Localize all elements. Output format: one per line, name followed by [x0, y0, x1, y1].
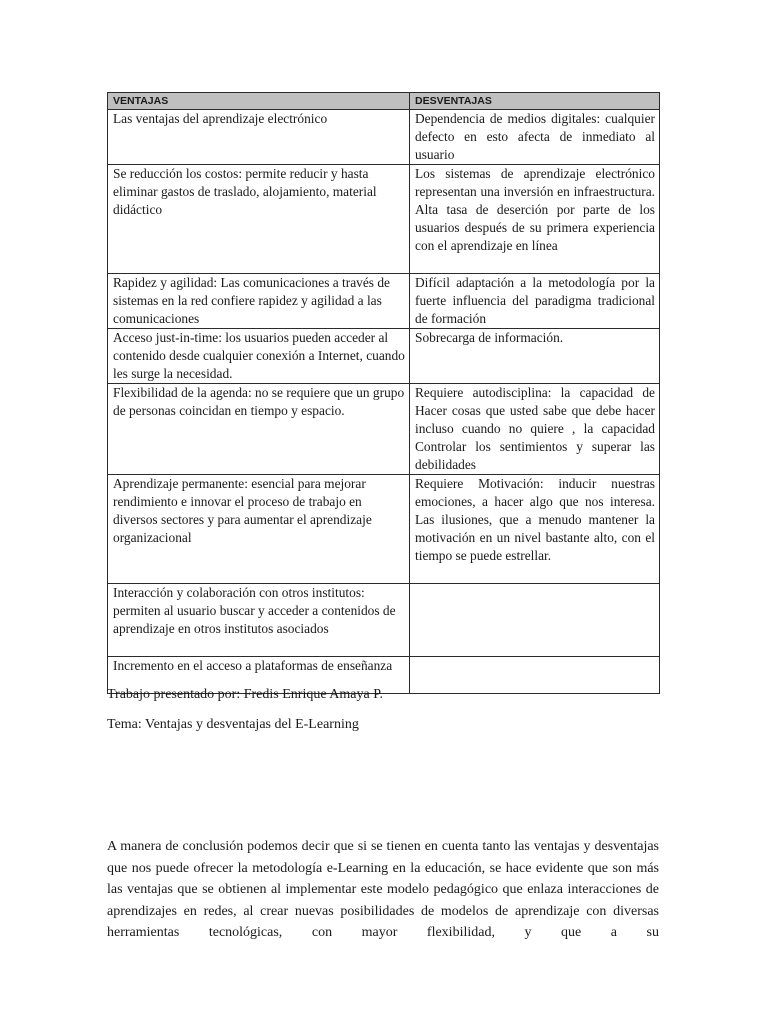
table-row: [108, 384, 660, 475]
ventaja-cell: Interacción y colaboración con otros institutos: permiten al usuario buscar y acceder a contenidos de aprendizaje en otros institutos asociados: [108, 584, 410, 657]
topic-line: Tema: Ventajas y desventajas del E-Learning: [107, 717, 359, 732]
table-row: [108, 165, 660, 274]
desventaja-cell: Dependencia de medios digitales: cualquier defecto en esto afecta de inmediato al usuario: [410, 110, 660, 165]
author-line: Trabajo presentado por: Fredis Enrique Amaya P.: [107, 687, 383, 702]
ventaja-cell: Se reducción los costos: permite reducir y hasta eliminar gastos de traslado, alojamiento, material didáctico: [108, 165, 410, 274]
desventaja-cell: Los sistemas de aprendizaje electrónico representan una inversión en infraestructura. Alta tasa de deserción por parte de los usuarios después de su primera experiencia con el aprendizaje en línea: [410, 165, 660, 274]
desventaja-cell: Requiere autodisciplina: la capacidad de Hacer cosas que usted sabe que debe hacer incluso cuando no quiere , la capacidad Controlar los sentimientos y superar las debilidades: [410, 384, 660, 475]
header-ventajas: VENTAJAS: [108, 93, 410, 110]
desventaja-cell: [410, 657, 660, 694]
ventaja-cell: Aprendizaje permanente: esencial para mejorar rendimiento e innovar el proceso de trabajo en diversos sectores y para aumentar el aprendizaje organizacional: [108, 475, 410, 584]
ventaja-cell: Acceso just-in-time: los usuarios pueden acceder al contenido desde cualquier conexión a Internet, cuando les surge la necesidad.: [108, 329, 410, 384]
desventaja-cell: [410, 584, 660, 657]
conclusion-paragraph: A manera de conclusión podemos decir que si se tienen en cuenta tanto las ventajas y desventajas que nos puede ofrecer la metodología e-Learning en la educación, se hace evidente que son más las ventajas que se obtienen al implementar este modelo pedagógico que enlaza interacciones de aprendizajes en redes, al crear nuevas posibilidades de modelos de aprendizaje con diversas herramientas tecnológicas, con mayor flexibilidad, y que a su: [107, 839, 659, 941]
advantages-table: [107, 92, 660, 694]
table-row: [108, 584, 660, 657]
ventaja-cell: Incremento en el acceso a plataformas de enseñanza: [108, 657, 410, 694]
ventaja-cell: Rapidez y agilidad: Las comunicaciones a través de sistemas en la red confiere rapidez y agilidad a las comunicaciones: [108, 274, 410, 329]
table-header-row: [108, 93, 660, 110]
desventaja-cell: Requiere Motivación: inducir nuestras emociones, a hacer algo que nos interesa. Las ilusiones, que a menudo mantener la motivación en un nivel bastante alto, con el tiempo se puede estrellar.: [410, 475, 660, 584]
table-row: [108, 110, 660, 165]
table-row: [108, 329, 660, 384]
header-desventajas: DESVENTAJAS: [410, 93, 660, 110]
desventaja-cell: Sobrecarga de información.: [410, 329, 660, 384]
ventaja-cell: Las ventajas del aprendizaje electrónico: [108, 110, 410, 165]
ventaja-cell: Flexibilidad de la agenda: no se requiere que un grupo de personas coincidan en tiempo y espacio.: [108, 384, 410, 475]
desventaja-cell: Difícil adaptación a la metodología por la fuerte influencia del paradigma tradicional de formación: [410, 274, 660, 329]
table-row: [108, 274, 660, 329]
table-row: [108, 475, 660, 584]
